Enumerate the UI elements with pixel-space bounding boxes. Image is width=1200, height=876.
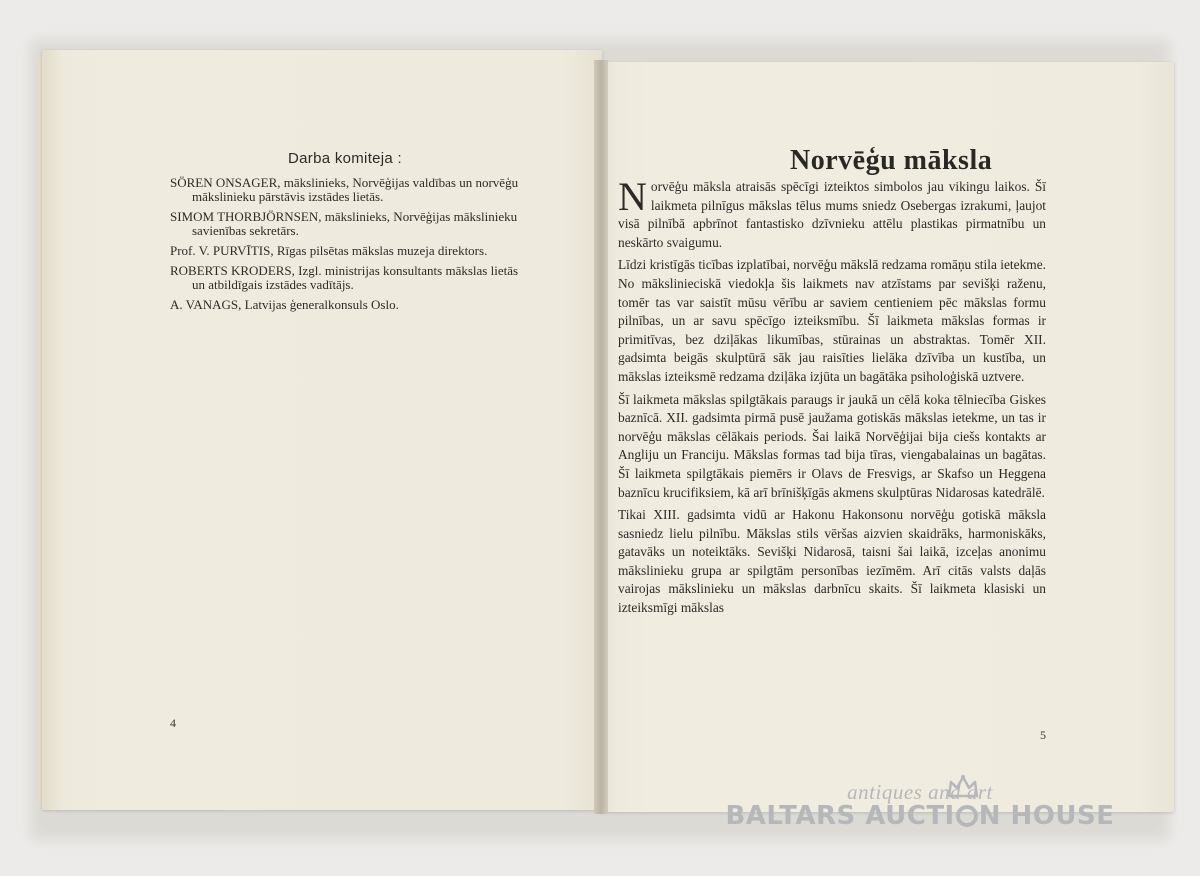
book-gutter bbox=[594, 60, 608, 814]
watermark-brand-start: BALTARS AUCTI bbox=[725, 801, 955, 831]
member-line: SIMOM THORBJÖRNSEN, mākslinieks, Norvēģijas mākslinieku bbox=[170, 209, 518, 224]
article-body bbox=[618, 174, 1046, 622]
right-page-number: 5 bbox=[1040, 728, 1046, 742]
member-line: ROBERTS KRODERS, Izgl. ministrijas konsultants mākslas lietās bbox=[170, 263, 519, 278]
paragraph: Līdzi kristīgās ticības izplatībai, norvēģu mākslā redzama romāņu stila ietekme. No mākslinieciskā viedokļa šis laikmets nav atzīstams par sevišķi raženu, tomēr tas var saistīt mūsu vērību ar saviem centieniem pēc mākslas formu pilnības, un ar savu spēcīgo izteiksmību. Šī laikmeta mākslas formas ir primitīvas, bez dziļākas likumības, stūrainas un abstraktas. Tomēr XII. gadsimta beigās skulptūrā sāk jau raisīties lielāka dzīvība un kustība, un mākslas izteiksmē redzama dziļāka izjūta un bagātāka psiholoģiskā uztvere. bbox=[618, 257, 1046, 384]
paragraph: Šī laikmeta mākslas spilgtākais paraugs ir jaukā un cēlā koka tēlniecība Giskes baznīcā. XII. gadsimta pirmā pusē jaužama gotiskās mākslas ietekme, un tas ir norvēģu mākslas cēlākais periods. Šai laikā Norvēģijai bija ciešs kontakts ar Angliju un Franciju. Mākslas formas tad bija tīras, viengabalainas un bagātas. Šī laikmeta spilgtākais piemērs ir Olavs de Fresvigs, ar Skafso un Heggena baznīcu krucifiksiem, kā arī brīnišķīgās akmens skulptūras Nidarosas katedrālē. bbox=[618, 391, 1046, 500]
watermark-brand bbox=[720, 801, 1120, 831]
dropcap: N bbox=[618, 174, 647, 219]
article-title: Norvēģu māksla bbox=[790, 145, 993, 176]
committee-member bbox=[170, 264, 590, 292]
watermark bbox=[720, 780, 1120, 831]
paragraph bbox=[618, 174, 1046, 252]
member-line: mākslinieku pārstāvis izstādes lietās. bbox=[192, 189, 384, 204]
left-page-number: 4 bbox=[170, 716, 176, 730]
member-line: SÖREN ONSAGER, mākslinieks, Norvēģijas valdības un norvēģu bbox=[170, 175, 519, 190]
paragraph-text: orvēģu māksla atraisās spēcīgi izteiktos simbolos jau vikingu laikos. Šī laikmeta pilnīgus mākslas tēlus mums sniedz Osebergas izrakumi, ļaujot visā pilnībā apbrīnot fantastisko dzīvnieku attēlu plastikas pirmatnību un neskārto svaigumu. bbox=[618, 179, 1046, 250]
paragraph: Tikai XIII. gadsimta vidū ar Hakonu Hakonsonu norvēģu gotiskā māksla sasniedz lielu pilnību. Mākslas stils vēršas aizvien skaidrāks, harmoniskāks, gatavāks un noteiktāks. Sevišķi Nidarosā, taisni šai laikā, izceļas anonimu mākslinieku grupa ar spilgtām personības iezīmēm. Arī citās valsts daļās vairojas mākslinieku un mākslas darbnīcu skaits. Šī laikmeta klasiski un izteiksmīgi mākslas bbox=[618, 507, 1046, 616]
committee-member bbox=[170, 210, 590, 238]
member-line: savienības sekretārs. bbox=[192, 223, 299, 238]
watermark-tagline: antiques and art bbox=[847, 780, 993, 804]
committee-heading: Darba komiteja : bbox=[288, 150, 403, 167]
committee-member bbox=[170, 244, 590, 258]
watermark-o-icon bbox=[956, 805, 978, 827]
crown-icon bbox=[946, 774, 980, 800]
member-line: un atbildīgais izstādes vadītājs. bbox=[192, 277, 354, 292]
member-line: A. VANAGS, Latvijas ģeneralkonsuls Oslo. bbox=[170, 297, 399, 312]
committee-member bbox=[170, 176, 590, 204]
watermark-brand-end: N HOUSE bbox=[978, 801, 1115, 831]
member-line: Prof. V. PURVĪTIS, Rīgas pilsētas mākslas muzeja direktors. bbox=[170, 243, 488, 258]
committee-list bbox=[170, 152, 590, 318]
committee-member bbox=[170, 298, 590, 312]
